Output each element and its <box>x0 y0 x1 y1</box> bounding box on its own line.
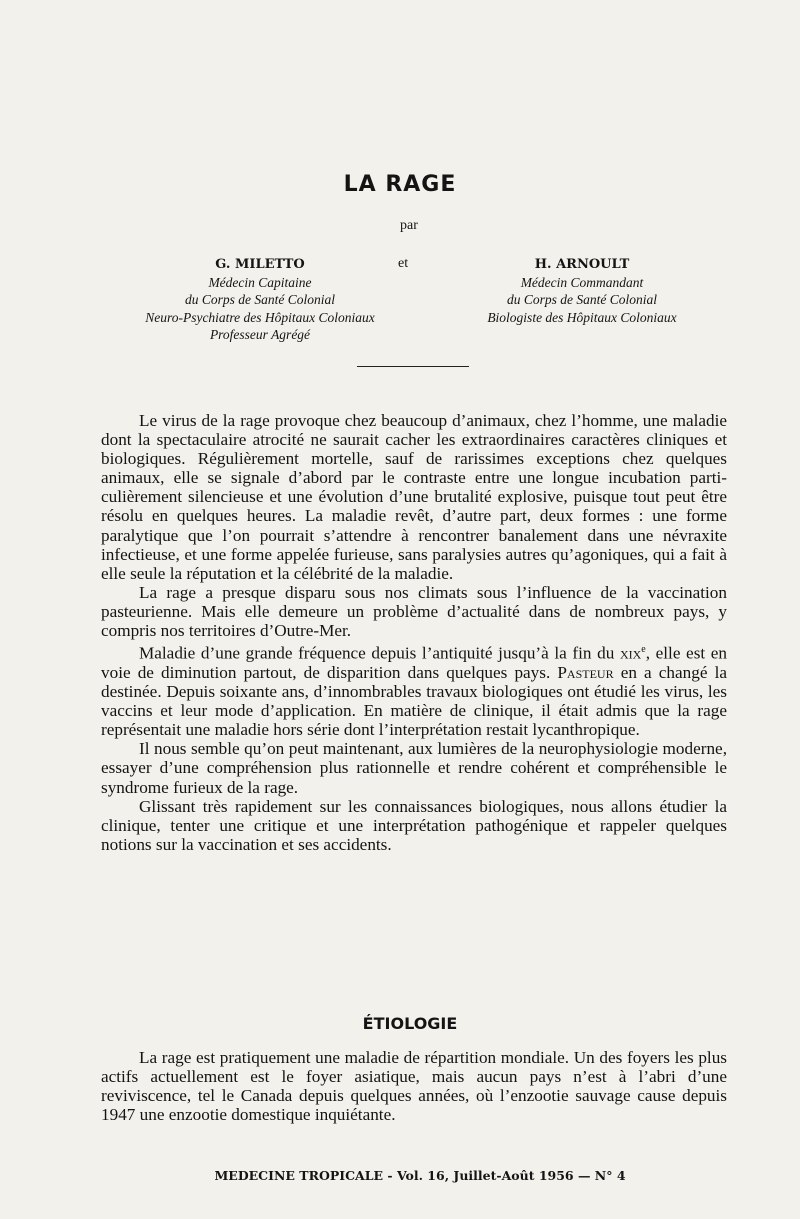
pasteur-name: Pasteur <box>557 662 614 682</box>
paragraph: Glissant très rapidement sur les connaissances biologiques, nous allons étudier la clinique, tenter une critique et une interprétation pathogénique et rappeler quelques notions sur la vaccination et ses accidents. <box>101 796 727 854</box>
journal-footer: MEDECINE TROPICALE - Vol. 16, Juillet-Août 1956 — N° 4 <box>214 1168 626 1183</box>
author-name: G. MILETTO <box>215 257 305 272</box>
paragraph: La rage a presque disparu sous nos climats sous l’influence de la vaccination pasteurienne. Mais elle demeure un problème d’actualité dans de nombreux pays, y compris nos territoires d’Outre-Mer. <box>101 582 727 641</box>
author-arnoult <box>432 256 732 326</box>
author-affiliation: Biologiste des Hôpitaux Coloniaux <box>487 309 677 325</box>
author-affiliation: Médecin Capitaine <box>208 274 312 290</box>
paragraph: Le virus de la rage provoque chez beaucoup d’animaux, chez l’homme, une maladie dont la spectaculaire atrocité ne saurait cacher les extraordinaires caractères cliniques et biologiques. Régulièrement mortelle, sauf de rarissimes exceptions chez quelques animaux, elle se signale d’abord par le contraste entre une longue incubation particulièrement silencieuse et une évolution d’une brutalité explosive, puisque tout peut être résolu en quelques heures. La maladie revêt, d’autre part, deux formes : une forme paralytique que l’on pourrait s’attendre à rencontrer banalement dans une névraxite infectieuse, et une forme appelée furieuse, sans paralysies autres qu’agoniques, qui a fait à elle seule la réputation et la célébrité de la maladie. <box>101 411 727 583</box>
byline-par: par <box>400 218 418 233</box>
section-heading: ÉTIOLOGIE <box>362 1014 458 1033</box>
century-numeral: xix <box>619 643 642 663</box>
author-affiliation: Médecin Commandant <box>520 274 644 290</box>
paragraph: La rage est pratiquement une maladie de répartition mondiale. Un des foyers les plus actifs actuellement est le foyer asiatique, mais aucun pays n’est à l’abri d’une reviviscence, tel le Canada depuis quelques années, où l’enzootie sauvage cause depuis 1947 une enzootie domestique inquiétante. <box>101 1048 727 1125</box>
byline-et: et <box>398 256 409 271</box>
author-affiliation: Neuro-Psychiatre des Hôpitaux Coloniaux <box>145 309 375 325</box>
divider-rule <box>357 366 469 367</box>
paragraph: Il nous semble qu’on peut maintenant, aux lumières de la neurophysiologie moderne, essayer d’une compréhension plus rationnelle et rendre cohérent et compréhensible le syndrome furieux de la rage. <box>101 739 727 797</box>
author-miletto <box>95 256 425 344</box>
etiologie-text <box>101 1048 727 1124</box>
author-name: H. ARNOULT <box>534 257 630 272</box>
author-affiliation: du Corps de Santé Colonial <box>184 292 335 307</box>
author-affiliation: Professeur Agrégé <box>209 327 311 342</box>
paragraph: Maladie d’une grande fréquence depuis l’antiquité jusqu’à la fin du xix$^e$, elle est en voie de diminution partout, de disparition dans quelques pays. Pasteur en a changé la destinée. Depuis soixante ans, d’innombrables travaux biologiques ont étudié les virus, les vaccins et leur mode d’application. En matière de clinique, il était admis que la rage représentait une maladie hors série dont l’interprétation restait lycanthropique. <box>101 643 727 740</box>
introduction <box>101 411 727 854</box>
article-title: LA RAGE <box>343 172 457 197</box>
author-affiliation: du Corps de Santé Colonial <box>506 292 657 307</box>
